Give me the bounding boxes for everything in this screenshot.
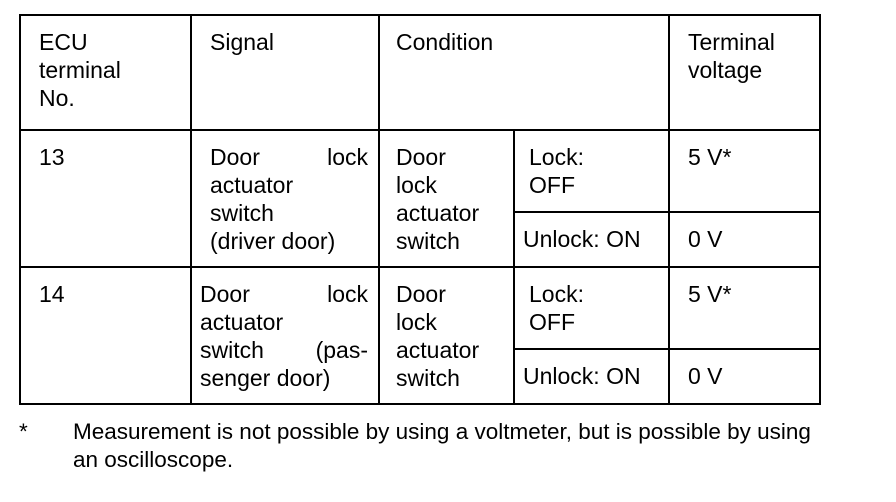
signal-line: switch (210, 200, 274, 226)
voltage-cell: 5 V* (669, 267, 820, 349)
signal-line: actuator (210, 172, 294, 198)
state-line: OFF (529, 309, 575, 335)
state-line: Unlock: ON (523, 363, 641, 389)
voltage-cell: 0 V (669, 349, 820, 404)
table-row (20, 267, 820, 349)
condition-cell (379, 130, 514, 267)
condition-line: Door (396, 281, 446, 307)
state-cell (514, 130, 669, 212)
condition-line: actuator (396, 337, 480, 363)
header-terminal-line: ECU (39, 29, 88, 55)
signal-line: Door lock (200, 281, 368, 307)
signal-line: (driver door) (210, 228, 336, 254)
header-condition: Condition (379, 15, 669, 130)
header-terminal-line: No. (39, 85, 75, 111)
table-row (20, 130, 820, 212)
state-line: OFF (529, 172, 575, 198)
footnote (19, 418, 839, 474)
condition-line: actuator (396, 200, 480, 226)
terminal-number: 13 (20, 130, 191, 267)
footnote-mark: * (19, 419, 28, 444)
condition-line: Door (396, 144, 446, 170)
signal-line: switch (pas- (200, 337, 368, 363)
header-signal: Signal (191, 15, 379, 130)
signal-cell (191, 267, 379, 404)
condition-line: switch (396, 365, 460, 391)
table-header-row (20, 15, 820, 130)
terminal-number: 14 (20, 267, 191, 404)
header-terminal (20, 15, 191, 130)
header-voltage (669, 15, 820, 130)
header-voltage-line: Terminal (688, 29, 775, 55)
header-terminal-line: terminal (39, 57, 121, 83)
condition-line: lock (396, 309, 437, 335)
state-line: Lock: (529, 144, 584, 170)
condition-line: lock (396, 172, 437, 198)
state-line: Lock: (529, 281, 584, 307)
state-cell (514, 267, 669, 349)
condition-line: switch (396, 228, 460, 254)
signal-line: senger door) (200, 365, 331, 391)
voltage-cell: 5 V* (669, 130, 820, 212)
state-line: Unlock: ON (523, 226, 641, 252)
state-cell (514, 349, 669, 404)
ecu-terminal-table (19, 14, 821, 405)
signal-line: Door lock (210, 144, 368, 170)
condition-cell (379, 267, 514, 404)
footnote-text: Measurement is not possible by using a voltmeter, but is possible by using an oscilloscope. (73, 419, 811, 472)
signal-line: actuator (200, 309, 284, 335)
voltage-cell: 0 V (669, 212, 820, 267)
signal-cell (191, 130, 379, 267)
header-voltage-line: voltage (688, 57, 763, 83)
state-cell (514, 212, 669, 267)
